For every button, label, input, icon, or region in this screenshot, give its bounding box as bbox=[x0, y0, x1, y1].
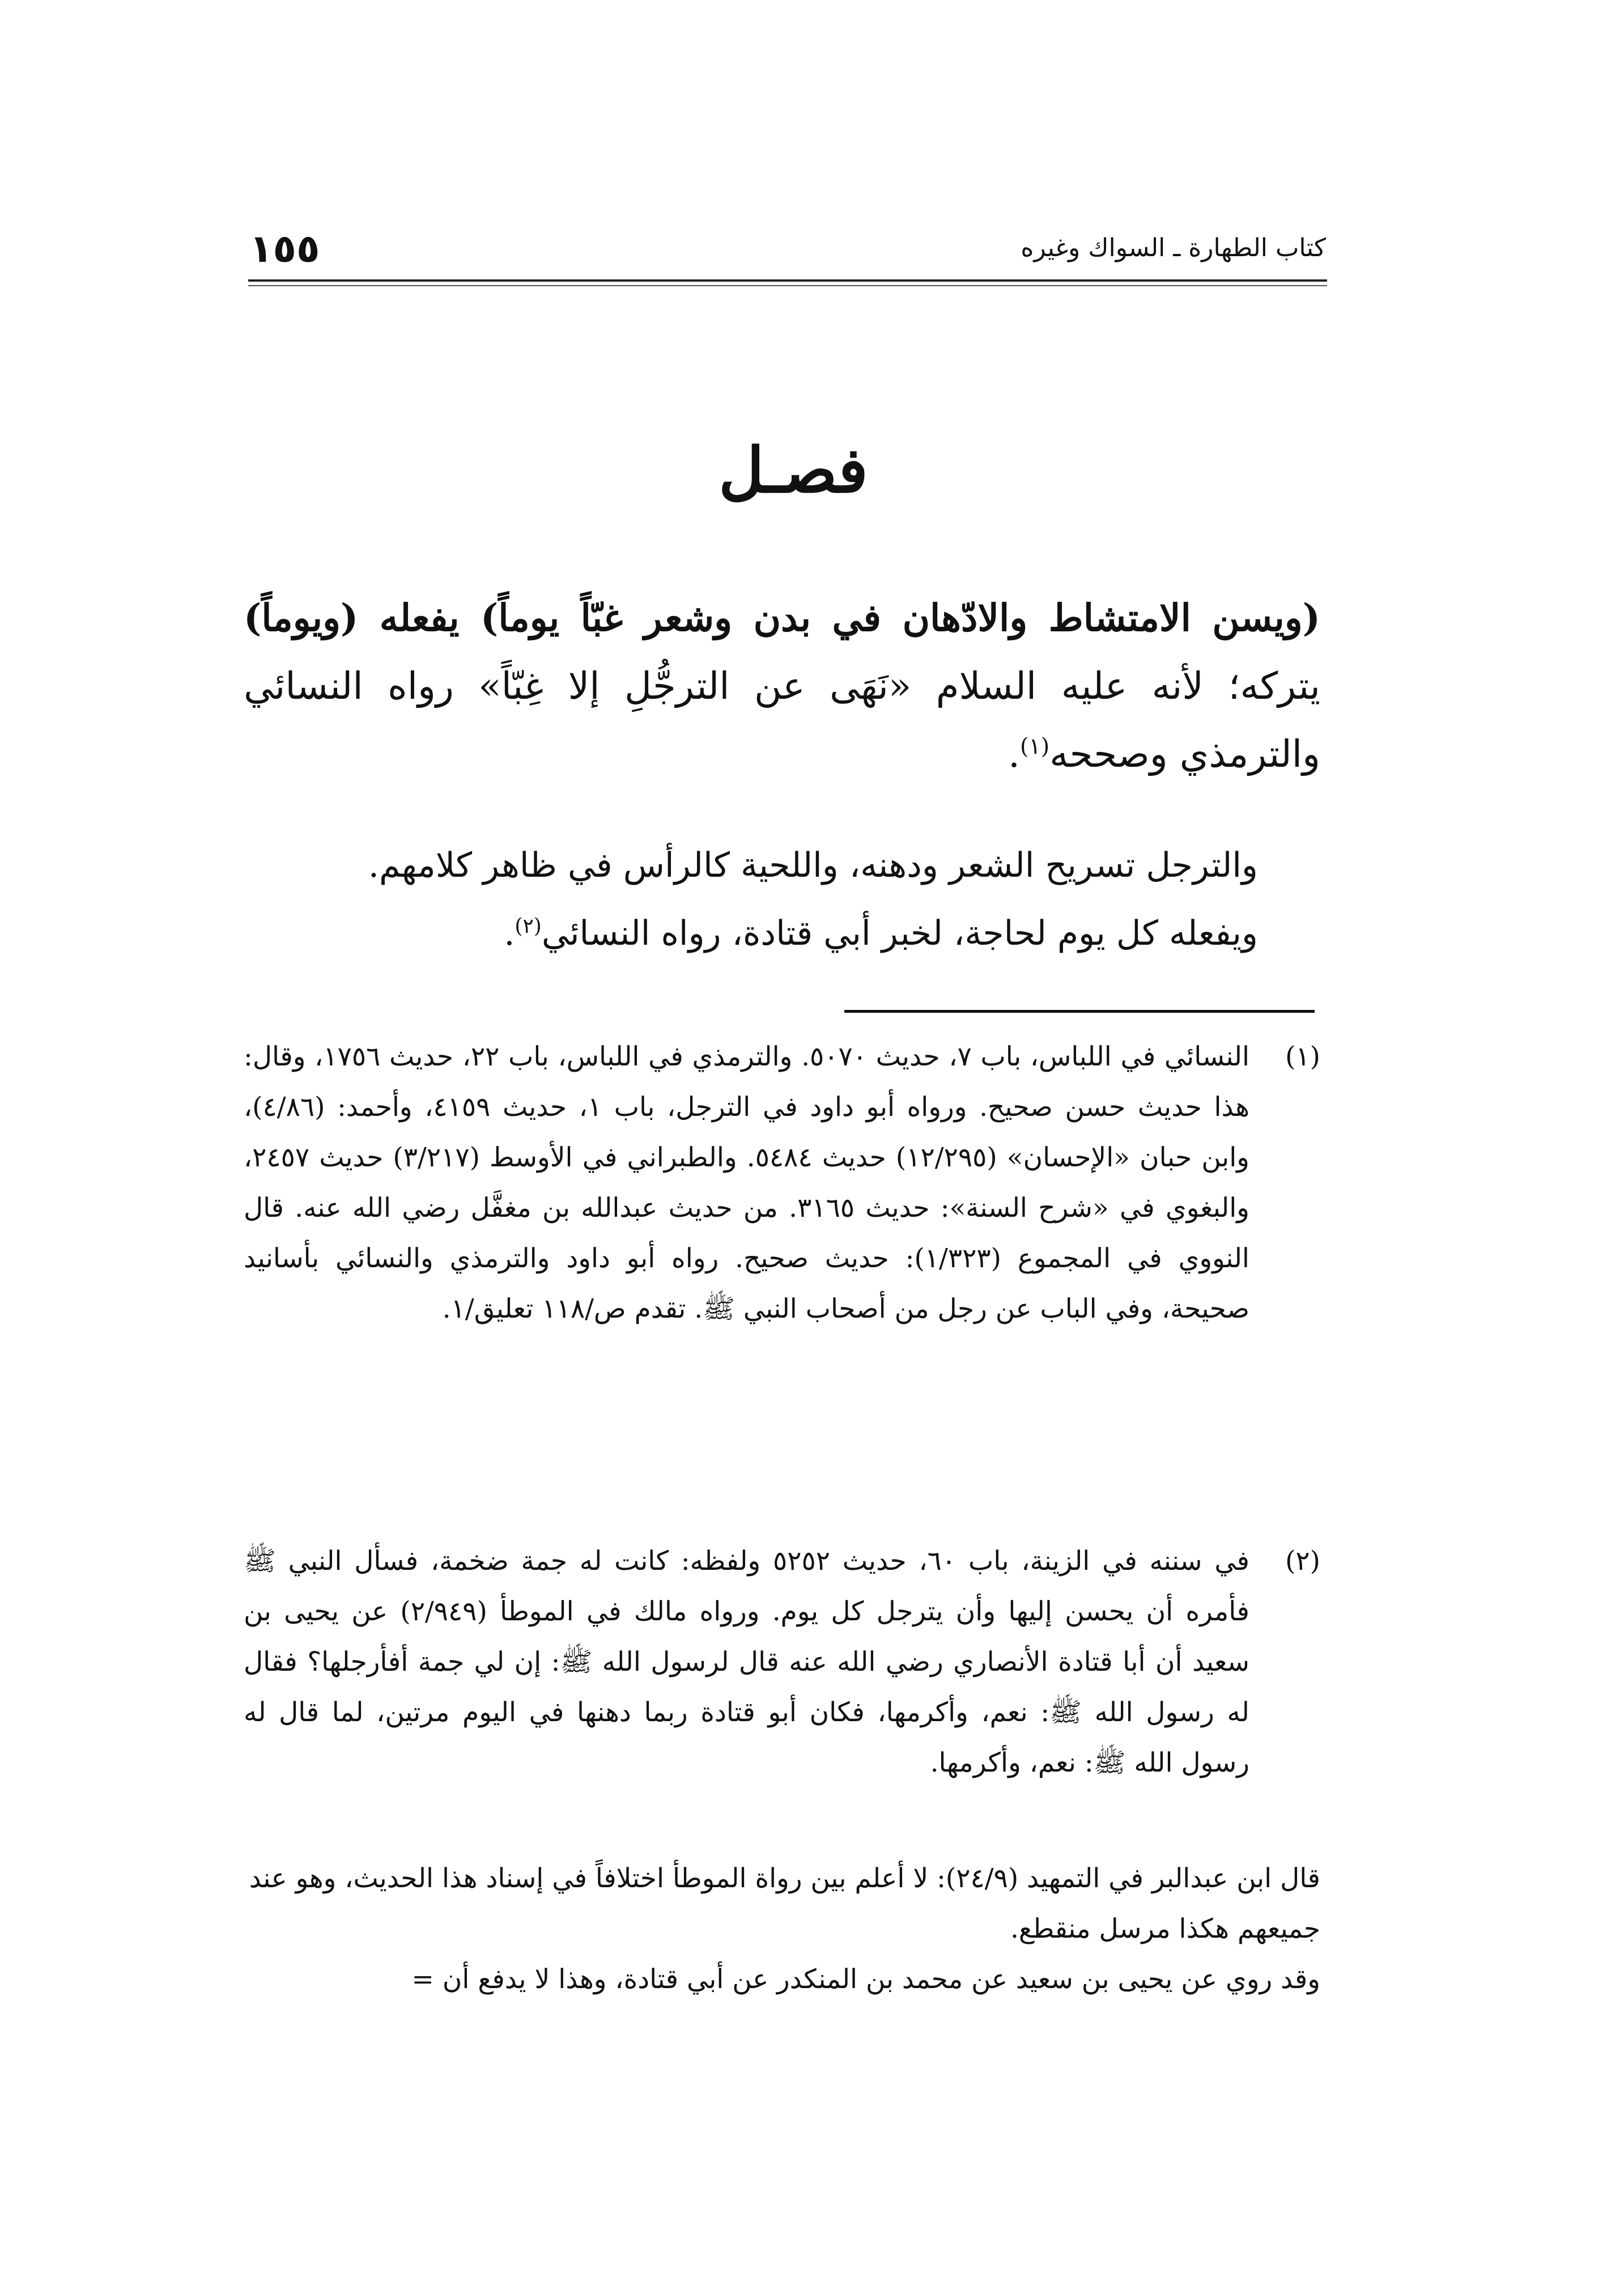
footnote-number: (١) bbox=[1285, 1041, 1320, 1072]
footnote-ref-1[interactable]: (١) bbox=[1020, 733, 1050, 759]
commentary-text: يتركه؛ لأنه عليه السلام «نَهَى عن الترجُّلِ إلا غِبّاً» رواه النسائي والترمذي وصححه bbox=[244, 664, 1320, 776]
period: . bbox=[1008, 732, 1021, 776]
body-paragraph-3 bbox=[244, 901, 1320, 966]
footnote-separator bbox=[844, 1010, 1315, 1013]
footnote-text: في سننه في الزينة، باب ٦٠، حديث ٥٢٥٢ ولفظه: كانت له جمة ضخمة، فسأل النبي ﷺ فأمره أن يحسن إليها وأن يترجل كل يوم. ورواه مالك في الموطأ (٢/٩٤٩) عن يحيى بن سعيد أن أبا قتادة الأنصاري رضي الله عنه قال لرسول الله ﷺ: إن لي جمة أفأرجلها؟ فقال له رسول الله ﷺ: نعم، وأكرمها، فكان أبو قتادة ربما دهنها في اليوم مرتين، لما قال له رسول الله ﷺ: نعم، وأكرمها. bbox=[244, 1545, 1250, 1778]
page-header bbox=[249, 224, 1326, 275]
section-heading: فصـل bbox=[719, 434, 868, 507]
footnote-text: وقد روي عن يحيى بن سعيد عن محمد بن المنكدر عن أبي قتادة، وهذا لا يدفع أن bbox=[442, 1964, 1320, 1995]
body-paragraph-1 bbox=[244, 584, 1320, 788]
paragraph-3-text: ويفعله كل يوم لحاجة، لخبر أبي قتادة، رواه النسائي bbox=[541, 914, 1258, 953]
body-paragraph-2: والترجل تسريح الشعر ودهنه، واللحية كالرأس في ظاهر كلامهم. bbox=[368, 846, 1258, 885]
header-rule-thin bbox=[248, 285, 1327, 286]
footnote-number: (٢) bbox=[1285, 1545, 1320, 1577]
footnote-2-paragraph-3 bbox=[244, 1954, 1320, 2005]
header-rule bbox=[248, 279, 1327, 282]
footnote-2-paragraph-2: قال ابن عبدالبر في التمهيد (٢٤/٩): لا أعلم بين رواة الموطأ اختلافاً في إسناد هذا الحديث، وهو عند جميعهم هكذا مرسل منقطع. bbox=[249, 1863, 1320, 1944]
running-title: كتاب الطهارة ـ السواك وغيره bbox=[1021, 233, 1326, 262]
footnote-1 bbox=[244, 1031, 1320, 1334]
continuation-mark: = bbox=[411, 1964, 434, 1995]
matn-text: (ويسن الامتشاط والادّهان في بدن وشعر غبّاً يوماً) يفعله (ويوماً) bbox=[244, 596, 1320, 640]
footnote-text: النسائي في اللباس، باب ٧، حديث ٥٠٧٠. والترمذي في اللباس، باب ٢٢، حديث ١٧٥٦، وقال: هذا حديث حسن صحيح. ورواه أبو داود في الترجل، باب ١، حديث ٤١٥٩، وأحمد: (٤/٨٦)، وابن حبان «الإحسان» (١٢/٢٩٥) حديث ٥٤٨٤. والطبراني في الأوسط (٣/٢١٧) حديث ٢٤٥٧، والبغوي في «شرح السنة»: حديث ٣١٦٥. من حديث عبدالله بن مغفَّل رضي الله عنه. قال النووي في المجموع (١/٣٢٣): حديث صحيح. رواه أبو داود والترمذي والنسائي بأسانيد صحيحة، وفي الباب عن رجل من أصحاب النبي ﷺ. تقدم ص/١١٨ تعليق/١. bbox=[244, 1041, 1250, 1324]
footnote-ref-2[interactable]: (٢) bbox=[515, 915, 542, 938]
footnote-2 bbox=[244, 1536, 1320, 1788]
page-number: ١٥٥ bbox=[249, 227, 320, 271]
period: . bbox=[504, 914, 515, 953]
